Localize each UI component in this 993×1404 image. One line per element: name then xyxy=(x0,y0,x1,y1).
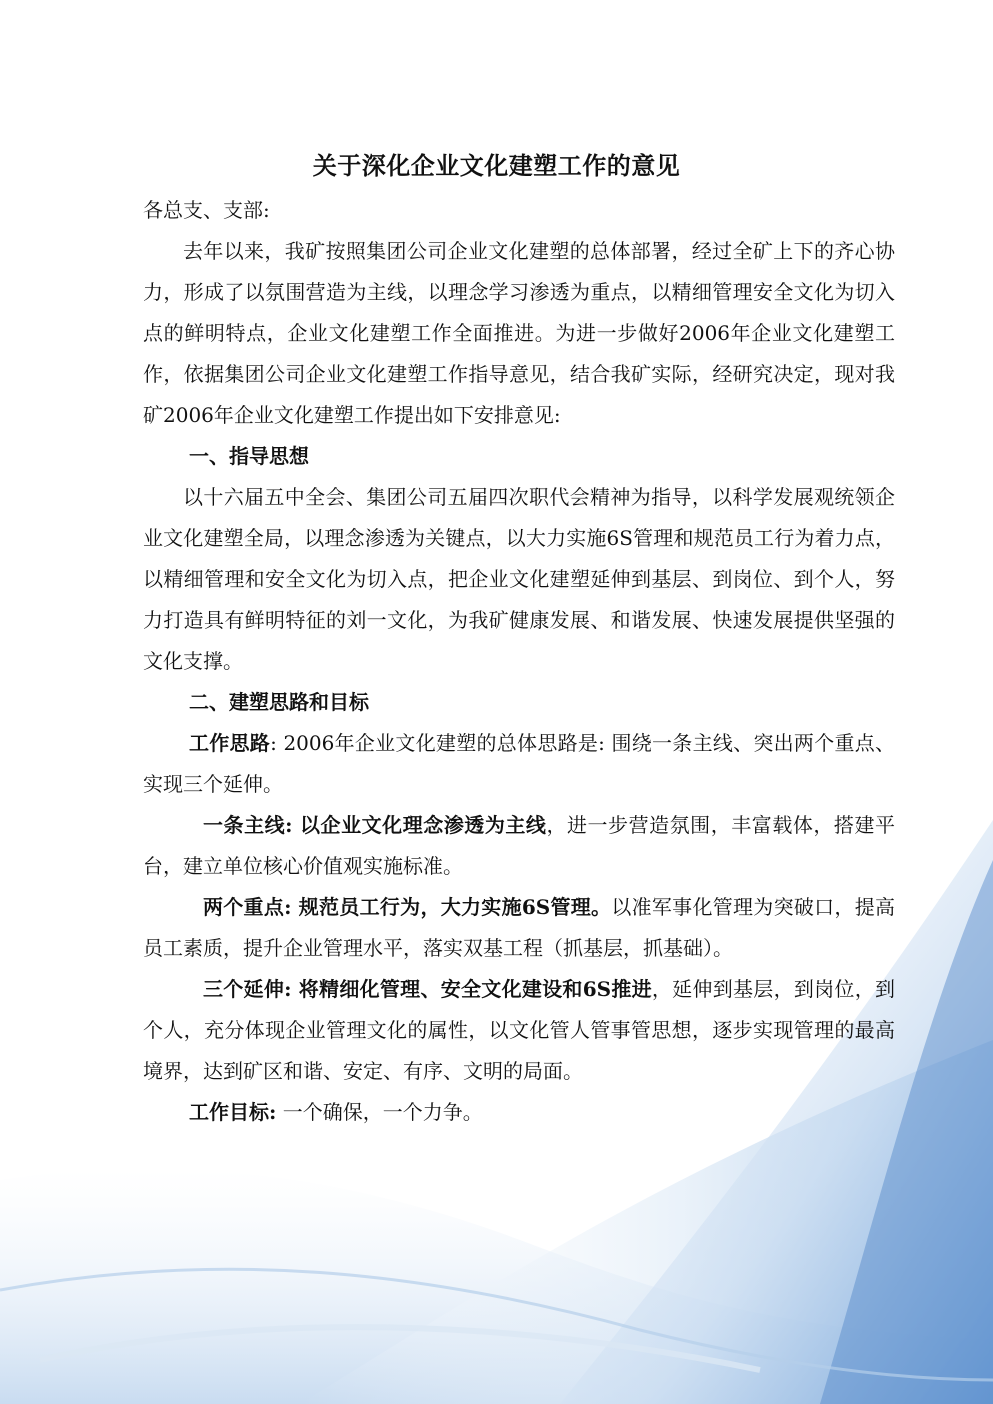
focus-paragraph xyxy=(143,887,895,969)
extension-text: ，延伸到基层，到岗位，到个人，充分体现企业管理文化的属性，以文化管人管事管思想，逐步实现管理的最高境界，达到矿区和谐、安定、有序、文明的局面。 xyxy=(143,977,895,1083)
approach-paragraph xyxy=(143,723,895,805)
approach-text: : 2006年企业文化建塑的总体思路是: 围绕一条主线、突出两个重点、实现三个延伸。 xyxy=(143,731,896,796)
intro-paragraph: 去年以来，我矿按照集团公司企业文化建塑的总体部署，经过全矿上下的齐心协力，形成了以氛围营造为主线，以理念学习渗透为重点，以精细管理安全文化为切入点的鲜明特点，企业文化建塑工作全面推进。为进一步做好2006年企业文化建塑工作，依据集团公司企业文化建塑工作指导意见，结合我矿实际，经研究决定，现对我矿2006年企业文化建塑工作提出如下安排意见: xyxy=(143,239,895,427)
extension-label: 三个延伸: 将精细化管理、安全文化建设和6S推进 xyxy=(203,977,652,1001)
section-1-body: 以十六届五中全会、集团公司五届四次职代会精神为指导，以科学发展观统领企业文化建塑全局，以理念渗透为关键点，以大力实施6S管理和规范员工行为着力点，以精细管理和安全文化为切入点，把企业文化建塑延伸到基层、到岗位、到个人，努力打造具有鲜明特征的刘一文化，为我矿健康发展、和谐发展、快速发展提供坚强的文化支撑。 xyxy=(143,485,895,673)
salutation: 各总支、支部: xyxy=(143,198,270,222)
focus-label: 两个重点: 规范员工行为，大力实施6S管理。 xyxy=(203,895,612,919)
document-title: 关于深化企业文化建塑工作的意见 xyxy=(312,151,681,180)
goal-text: 一个确保，一个力争。 xyxy=(276,1100,483,1124)
mainline-label: 一条主线: 以企业文化理念渗透为主线 xyxy=(203,813,547,837)
focus-text: 以准军事化管理为突破口，提高员工素质，提升企业管理水平，落实双基工程（抓基层，抓基础）。 xyxy=(143,895,895,960)
document-body xyxy=(143,190,895,1133)
approach-label: 工作思路 xyxy=(189,731,271,755)
section-1-heading: 一、指导思想 xyxy=(189,444,309,468)
extension-paragraph xyxy=(143,969,895,1092)
section-2-heading: 二、建塑思路和目标 xyxy=(189,690,369,714)
mainline-paragraph xyxy=(143,805,895,887)
mainline-text: ，进一步营造氛围，丰富载体，搭建平台，建立单位核心价值观实施标准。 xyxy=(143,813,895,878)
goal-paragraph xyxy=(143,1092,895,1133)
goal-label: 工作目标: xyxy=(189,1100,277,1124)
